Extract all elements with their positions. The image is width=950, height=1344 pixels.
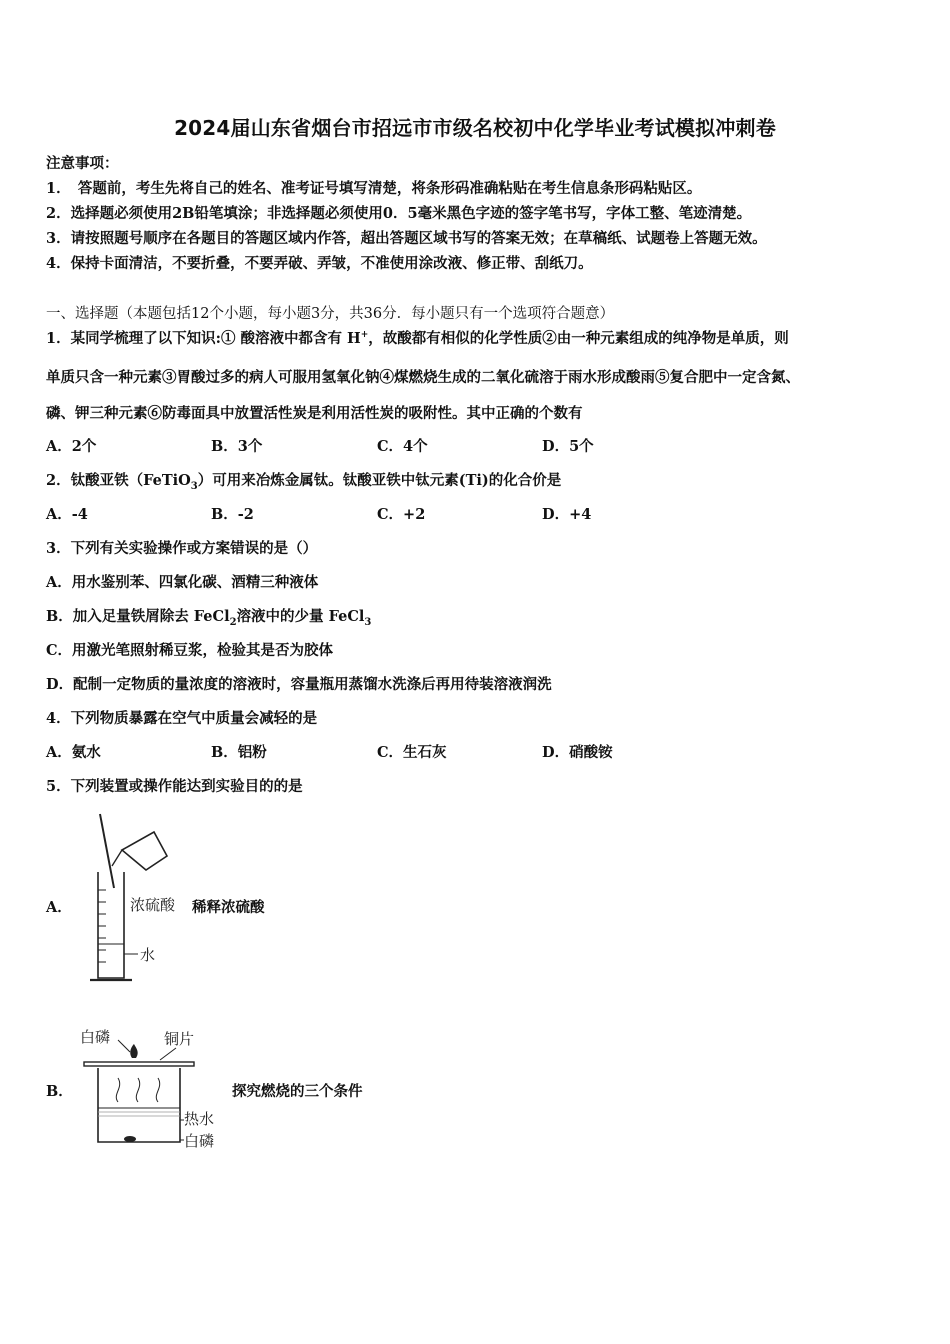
white-phosphorus-bottom-label: 白磷 [184,1132,215,1150]
q2-text-b: ）可用来冶炼金属钛。钛酸亚铁中钛元素(Ti)的化合价是 [197,472,562,489]
q3-b-text-a: B．加入足量铁屑除去 FeCl [46,608,230,625]
acid-label: 浓硫酸 [130,896,176,914]
question-3-stem: 3．下列有关实验操作或方案错误的是（） [46,540,318,557]
q3-option-a[interactable]: A．用水鉴别苯、四氯化碳、酒精三种液体 [46,574,319,591]
q3-b-subscript-2: 3 [364,616,372,628]
combustion-conditions-diagram [78,1022,228,1157]
notice-item: 2．选择题必须使用2B铅笔填涂；非选择题必须使用0．5毫米黑色字迹的签字笔书写，字体工整、笔迹清楚。 [46,205,752,222]
q4-option-b[interactable]: B．铝粉 [211,744,267,761]
q5-option-a-desc: 稀释浓硫酸 [192,899,265,916]
q3-option-d[interactable]: D．配制一定物质的量浓度的溶液时，容量瓶用蒸馏水洗涤后再用待装溶液润洗 [46,676,552,693]
water-label: 水 [140,946,156,964]
q2-option-d[interactable]: D．+4 [542,506,592,523]
q4-option-c[interactable]: C．生石灰 [377,744,447,761]
question-5-stem: 5．下列装置或操作能达到实验目的的是 [46,778,303,795]
question-1-line-2: 单质只含一种元素③胃酸过多的病人可服用氢氧化钠④煤燃烧生成的二氧化硫溶于雨水形成酸雨⑤复合肥中一定含氮、 [46,369,800,386]
dilute-sulfuric-acid-diagram [84,810,194,990]
notice-heading: 注意事项： [46,155,119,172]
page-title: 2024届山东省烟台市招远市市级名校初中化学毕业考试模拟冲刺卷 [174,116,776,140]
q5-option-b-label[interactable]: B． [46,1083,73,1100]
q1-superscript: + [360,330,369,341]
q1-text-b: ，故酸都有相似的化学性质②由一种元素组成的纯净物是单质，则 [368,330,789,347]
hot-water-label: 热水 [184,1110,215,1128]
question-1-line-3: 磷、钾三种元素⑥防毒面具中放置活性炭是利用活性炭的吸附性。其中正确的个数有 [46,405,583,422]
q2-option-a[interactable]: A．-4 [46,506,88,523]
flame-icon [130,1044,137,1058]
q3-option-b[interactable] [46,605,371,628]
white-phosphorus-bottom [124,1136,136,1142]
white-phosphorus-top-label: 白磷 [80,1028,111,1046]
q1-option-b[interactable]: B．3个 [211,438,263,455]
q2-subscript: 3 [190,480,198,492]
q2-option-c[interactable]: C．+2 [377,506,426,523]
glass-rod [100,814,114,888]
q4-option-a[interactable]: A．氨水 [46,744,101,761]
acid-stream [112,850,122,866]
q3-option-c[interactable]: C．用激光笔照射稀豆浆，检验其是否为胶体 [46,642,334,659]
q5-option-b-desc: 探究燃烧的三个条件 [232,1083,363,1100]
notice-item: 1． 答题前，考生先将自己的姓名、准考证号填写清楚，将条形码准确粘贴在考生信息条形码粘贴区。 [46,180,702,197]
copper-sheet [84,1062,194,1066]
question-1-line-1 [46,327,789,348]
q3-b-subscript-1: 2 [229,616,237,628]
question-4-stem: 4．下列物质暴露在空气中质量会减轻的是 [46,710,318,727]
copper-sheet-label: 铜片 [164,1030,195,1048]
q4-option-d[interactable]: D．硝酸铵 [542,744,613,761]
q3-b-text-b: 溶液中的少量 FeCl [236,608,365,625]
q5-option-a-label[interactable]: A． [46,899,72,916]
notice-item: 4．保持卡面清洁，不要折叠，不要弄破、弄皱，不准使用涂改液、修正带、刮纸刀。 [46,255,593,272]
pouring-beaker [122,832,167,870]
q1-text-a: 1．某同学梳理了以下知识:① 酸溶液中都含有 H [46,330,361,347]
q2-option-b[interactable]: B．-2 [211,506,254,523]
question-2-stem [46,469,561,492]
q1-option-a[interactable]: A．2个 [46,438,97,455]
section-heading: 一、选择题（本题包括12个小题，每小题3分，共36分．每小题只有一个选项符合题意） [46,306,615,322]
notice-item: 3．请按照题号顺序在各题目的答题区域内作答，超出答题区域书写的答案无效；在草稿纸、试题卷上答题无效。 [46,230,767,247]
q2-text-a: 2．钛酸亚铁（FeTiO [46,472,191,489]
q1-option-d[interactable]: D．5个 [542,438,594,455]
q1-option-c[interactable]: C．4个 [377,438,428,455]
